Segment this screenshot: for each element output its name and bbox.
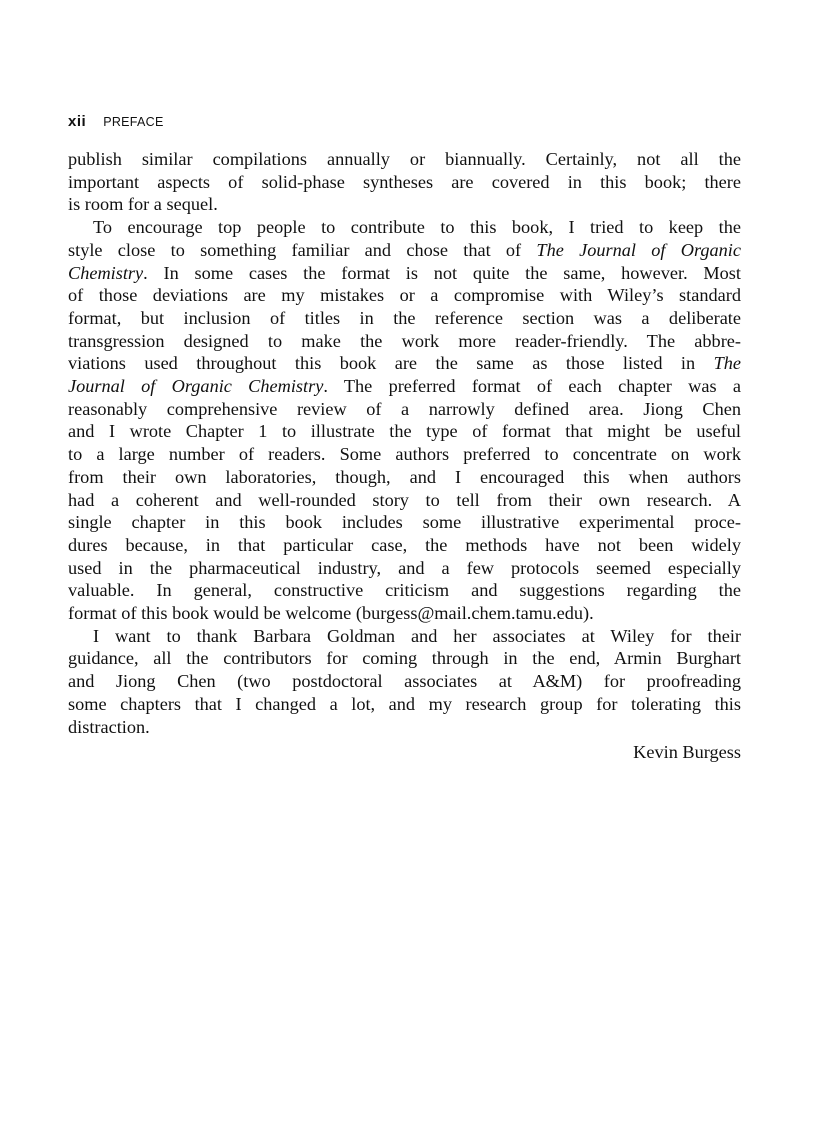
- preface-body: [68, 148, 741, 738]
- text-line: to a large number of readers. Some authors preferred to concentrate on work: [68, 444, 741, 465]
- author-signature: Kevin Burgess: [633, 742, 741, 762]
- text-line: is room for a sequel.: [68, 194, 218, 215]
- text-line: To encourage top people to contribute to this book, I tried to keep the: [93, 217, 741, 238]
- italic-title: Journal of Organic Chemistry: [68, 376, 324, 397]
- text-line: some chapters that I changed a lot, and my research group for tolerating this: [68, 693, 741, 714]
- text-line: and Jiong Chen (two postdoctoral associates at A&M) for proofreading: [68, 671, 741, 692]
- running-head: [68, 113, 164, 130]
- text-line: guidance, all the contributors for coming through in the end, Armin Burghart: [68, 648, 741, 669]
- page-number: xii: [68, 113, 87, 130]
- text-line: distraction.: [68, 716, 150, 737]
- text-line: I want to thank Barbara Goldman and her associates at Wiley for their: [93, 625, 741, 646]
- text-line: viations used throughout this book are the same as those listed in The: [68, 353, 741, 374]
- text-line: publish similar compilations annually or biannually. Certainly, not all the: [68, 149, 741, 169]
- italic-title: Chemistry: [68, 262, 144, 283]
- text-line: reasonably comprehensive review of a narrowly defined area. Jiong Chen: [68, 398, 741, 419]
- text-line: from their own laboratories, though, and I encouraged this when authors: [68, 466, 741, 487]
- italic-title: The: [713, 353, 741, 374]
- text-line: valuable. In general, constructive criticism and suggestions regarding the: [68, 580, 741, 601]
- text-line: format, but inclusion of titles in the reference section was a deliberate: [68, 307, 741, 328]
- text-line: format of this book would be welcome (burgess@mail.chem.tamu.edu).: [68, 603, 594, 624]
- text-line: single chapter in this book includes some illustrative experimental proce-: [68, 512, 741, 533]
- running-title: PREFACE: [103, 115, 164, 129]
- text-line: of those deviations are my mistakes or a compromise with Wiley’s standard: [68, 285, 741, 306]
- text-line: style close to something familiar and chose that of The Journal of Organic: [68, 239, 741, 260]
- italic-title: The Journal of Organic: [536, 239, 741, 260]
- text-line: transgression designed to make the work more reader-friendly. The abbre-: [68, 330, 741, 351]
- text-line: and I wrote Chapter 1 to illustrate the type of format that might be useful: [68, 421, 741, 442]
- text-line: Journal of Organic Chemistry. The preferred format of each chapter was a: [68, 376, 741, 397]
- text-line: used in the pharmaceutical industry, and a few protocols seemed especially: [68, 557, 741, 578]
- text-line: dures because, in that particular case, the methods have not been widely: [68, 534, 741, 555]
- text-line: important aspects of solid-phase syntheses are covered in this book; there: [68, 171, 741, 192]
- text-line: had a coherent and well-rounded story to tell from their own research. A: [68, 489, 741, 510]
- text-line: Chemistry. In some cases the format is not quite the same, however. Most: [68, 262, 741, 283]
